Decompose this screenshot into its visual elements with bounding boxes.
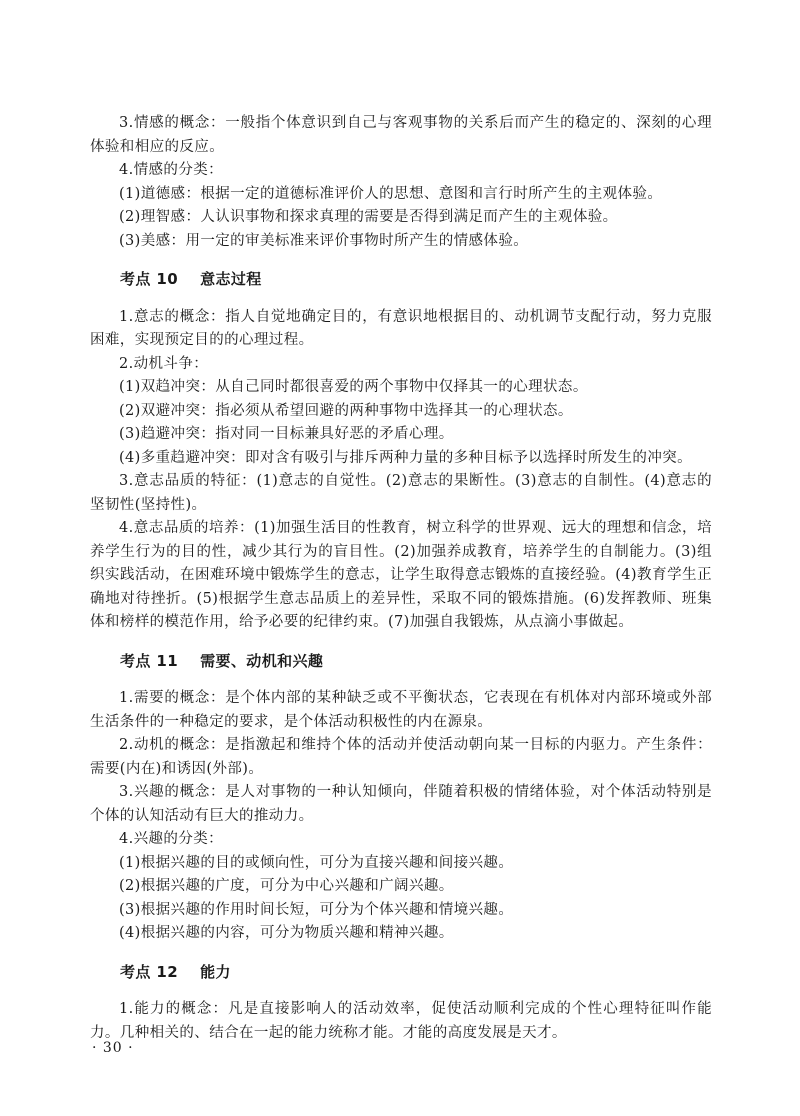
list-item: (1)道德感：根据一定的道德标准评价人的思想、意图和言行时所产生的主观体验。 <box>119 185 663 202</box>
paragraph: 3.情感的概念：一般指个体意识到自己与客观事物的关系后而产生的稳定的、深刻的心理体验和相应的反应。 <box>90 115 712 155</box>
list-item: (3)根据兴趣的作用时间长短，可分为个体兴趣和情境兴趣。 <box>119 901 514 918</box>
list-item: (4)根据兴趣的内容，可分为物质兴趣和精神兴趣。 <box>119 925 454 941</box>
section-heading-11 <box>90 650 712 674</box>
paragraph: 4.意志品质的培养：(1)加强生活目的性教育，树立科学的世界观、远大的理想和信念，培养学生行为的目的性，减少其行为的盲目性。(2)加强养成教育，培养学生的自制能力。(3)组织实践活动，在困难环境中锻炼学生的意志，让学生取得意志锻炼的直接经验。(4)教育学生正确地对待挫折。(5)根据学生意志品质上的差异性，采取不同的锻炼措施。(6)发挥教师、班集体和榜样的模范作用，给予必要的纪律约束。(7)加强自我锻炼，从点滴小事做起。 <box>90 520 712 630</box>
list-item: (3)趋避冲突：指对同一目标兼具好恶的矛盾心理。 <box>119 426 454 442</box>
list-item: (2)双避冲突：指必须从希望回避的两种事物中选择其一的心理状态。 <box>119 402 573 419</box>
paragraph: 4.情感的分类： <box>119 162 224 178</box>
section-heading-12 <box>90 961 712 985</box>
paragraph: 3.兴趣的概念：是人对事物的一种认知倾向，伴随着积极的情绪体验，对个体活动特别是个体的认知活动有巨大的推动力。 <box>90 784 712 824</box>
paragraph: 4.兴趣的分类： <box>119 831 224 847</box>
section-title: 需要、动机和兴趣 <box>200 651 324 670</box>
section-heading-10 <box>90 268 712 292</box>
paragraph: 1.能力的概念：凡是直接影响人的活动效率，促使活动顺利完成的个性心理特征叫作能力。几种相关的、结合在一起的能力统称才能。才能的高度发展是天才。 <box>90 1001 712 1041</box>
paragraph: 2.动机的概念：是指激起和维持个体的活动并使活动朝向某一目标的内驱力。产生条件：需要(内在)和诱因(外部)。 <box>90 737 712 777</box>
paragraph: 2.动机斗争： <box>119 355 209 372</box>
page-number: · 30 · <box>92 1040 134 1056</box>
section-number: 考点 11 <box>120 651 179 670</box>
list-item: (2)理智感：人认识事物和探求真理的需要是否得到满足而产生的主观体验。 <box>119 209 618 225</box>
section-title: 意志过程 <box>200 270 262 288</box>
section-number: 考点 10 <box>120 270 179 288</box>
list-item: (2)根据兴趣的广度，可分为中心兴趣和广阔兴趣。 <box>119 878 454 894</box>
paragraph: 1.需要的概念：是个体内部的某种缺乏或不平衡状态，它表现在有机体对内部环境或外部生活条件的一种稳定的要求，是个体活动积极性的内在源泉。 <box>90 690 712 730</box>
section-number: 考点 12 <box>120 962 179 981</box>
paragraph: 1.意志的概念：指人自觉地确定目的，有意识地根据目的、动机调节支配行动，努力克服困难，实现预定目的的心理过程。 <box>90 308 712 348</box>
page-content <box>90 112 712 1045</box>
section-title: 能力 <box>200 962 231 981</box>
list-item: (1)根据兴趣的目的或倾向性，可分为直接兴趣和间接兴趣。 <box>119 854 514 871</box>
list-item: (3)美感：用一定的审美标准来评价事物时所产生的情感体验。 <box>119 232 529 249</box>
paragraph: 3.意志品质的特征：(1)意志的自觉性。(2)意志的果断性。(3)意志的自制性。(4)意志的坚韧性(坚持性)。 <box>90 473 712 513</box>
list-item: (4)多重趋避冲突：即对含有吸引与排斥两种力量的多种目标予以选择时所发生的冲突。 <box>119 449 693 466</box>
list-item: (1)双趋冲突：从自己同时都很喜爱的两个事物中仅择其一的心理状态。 <box>119 379 588 395</box>
